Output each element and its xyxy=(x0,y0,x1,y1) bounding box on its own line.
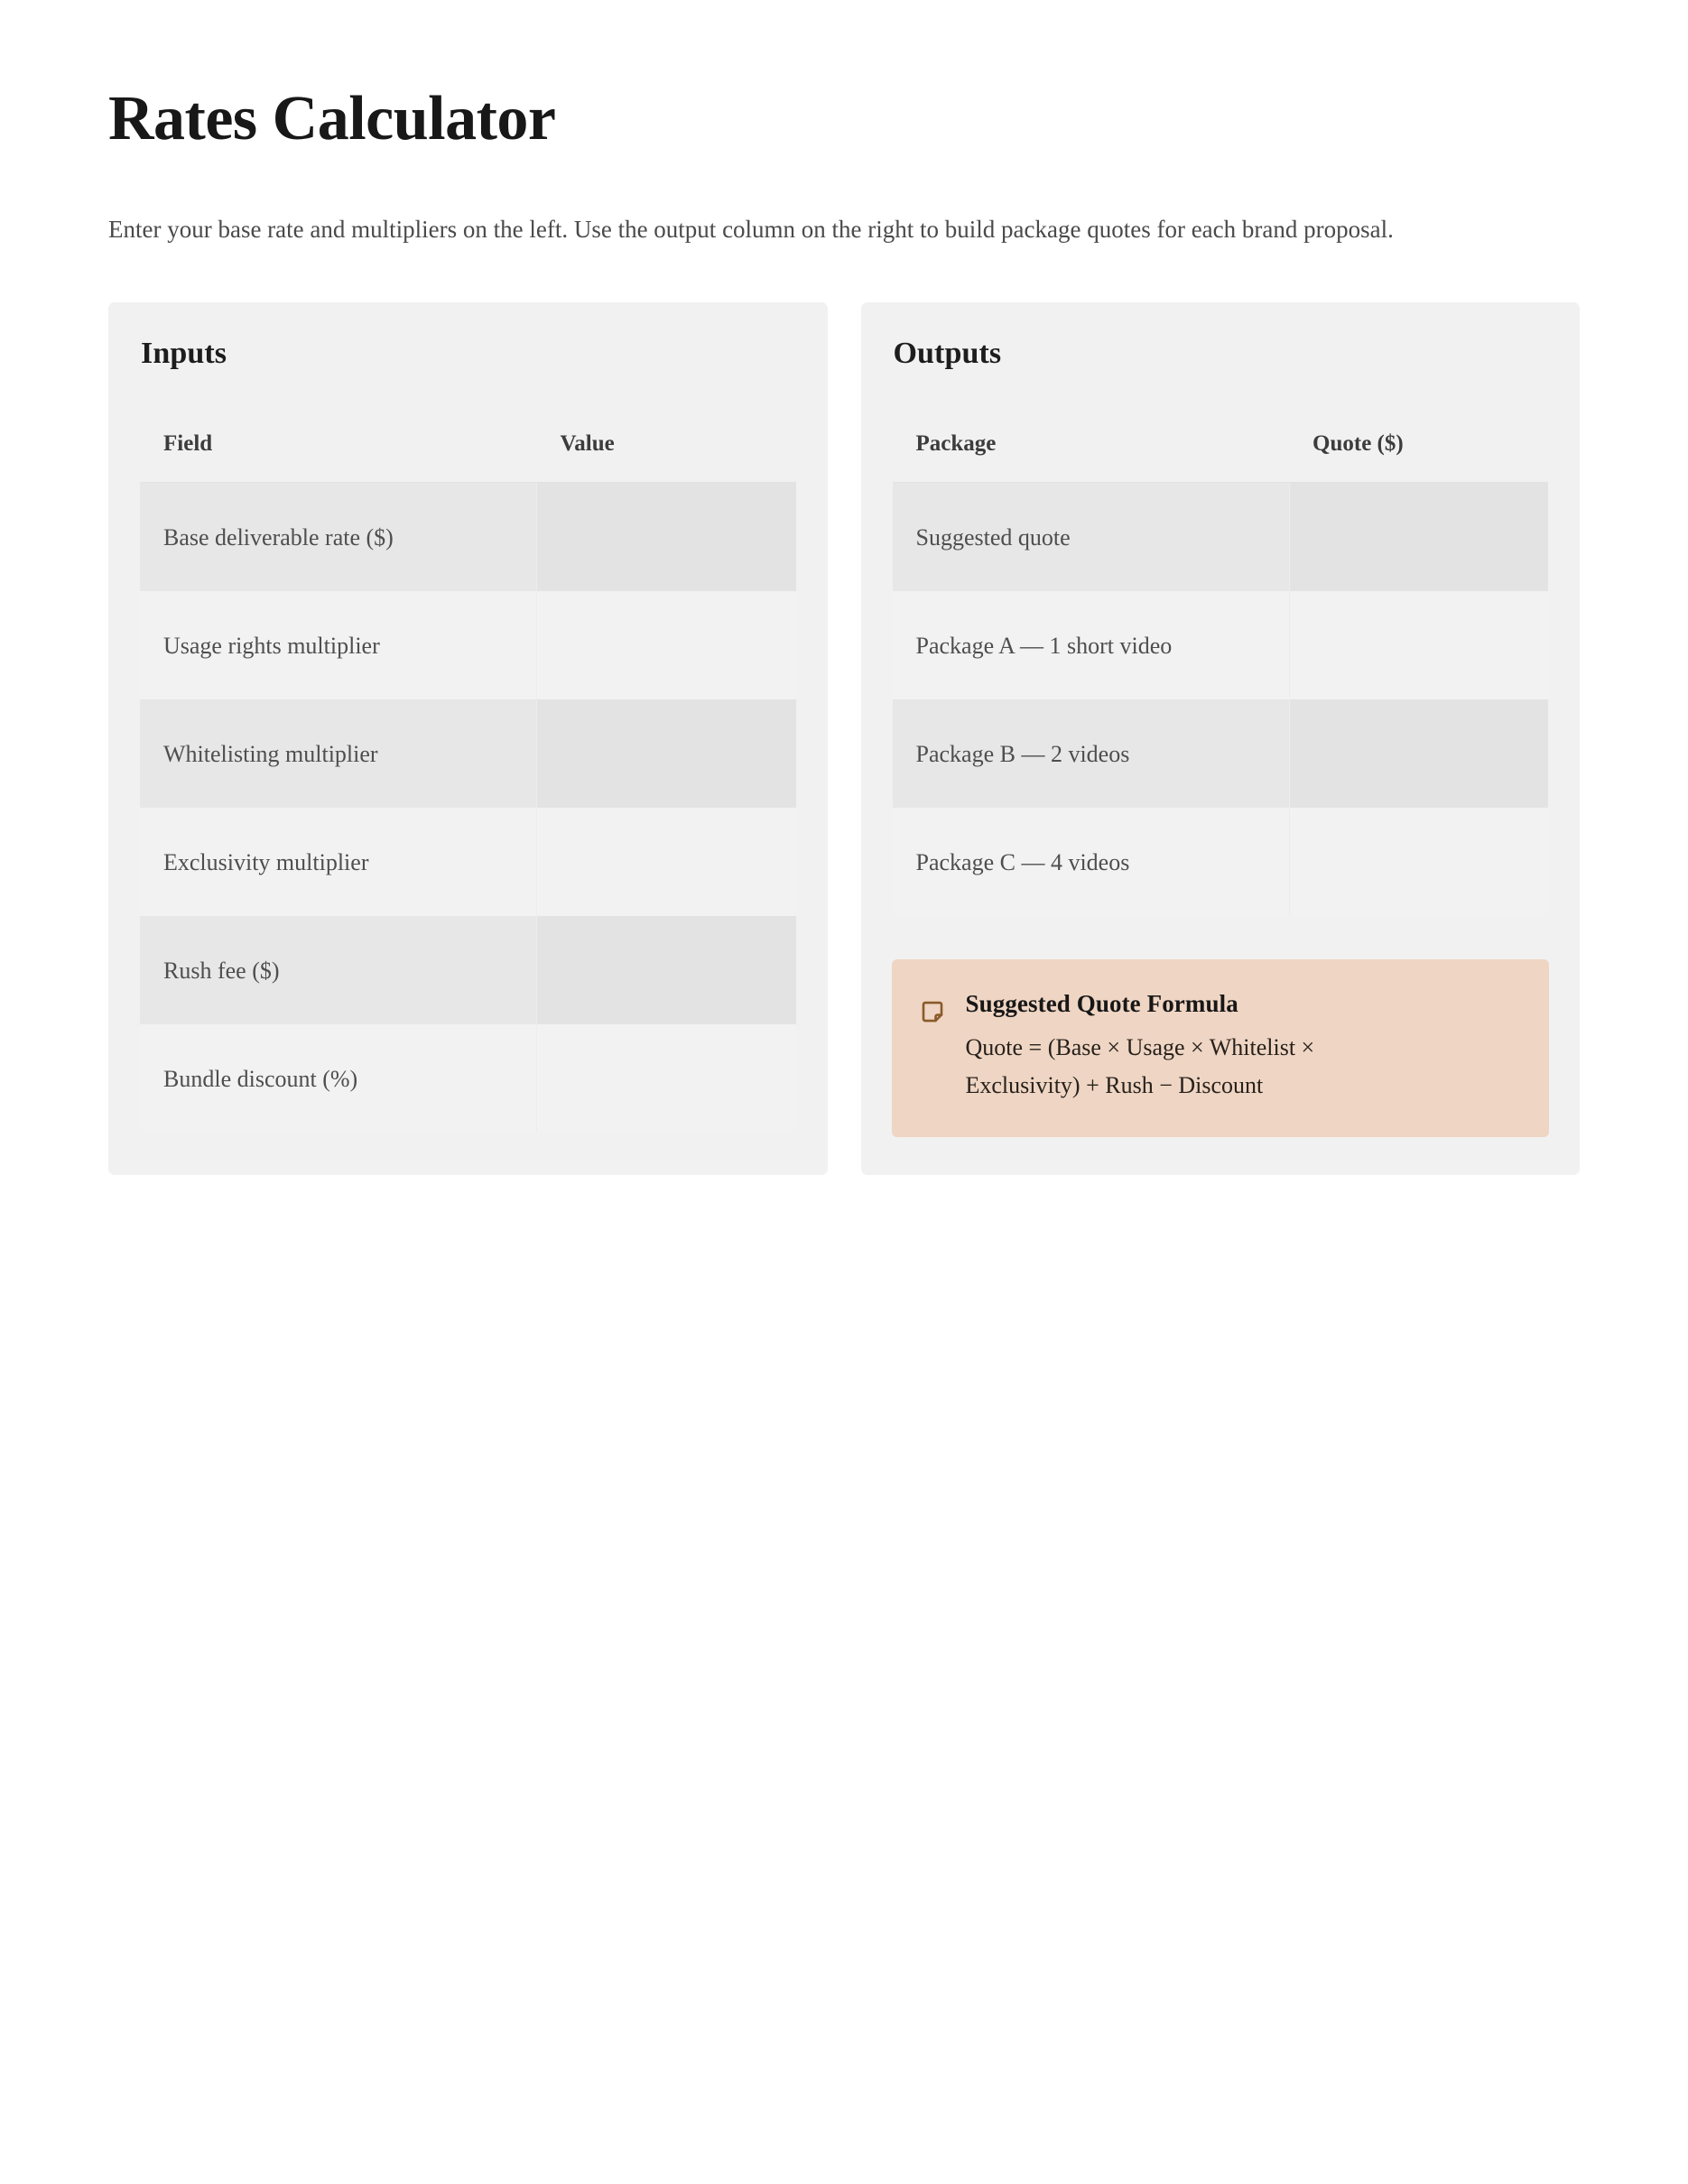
output-package-label: Package B — 2 videos xyxy=(892,699,1289,808)
table-row[interactable] xyxy=(892,482,1549,591)
input-value-cell[interactable] xyxy=(537,591,796,699)
formula-callout xyxy=(892,959,1550,1137)
input-value-cell[interactable] xyxy=(537,808,796,916)
inputs-table xyxy=(139,403,797,1134)
inputs-panel-spacer xyxy=(139,1134,797,1137)
table-row[interactable] xyxy=(892,591,1549,699)
outputs-table-head xyxy=(892,403,1549,482)
input-field-label: Usage rights multiplier xyxy=(140,591,537,699)
inputs-panel-title: Inputs xyxy=(141,336,227,370)
inputs-column-header-field: Field xyxy=(140,403,537,482)
table-row[interactable] xyxy=(140,1024,797,1134)
output-quote-cell[interactable] xyxy=(1289,699,1548,808)
table-row[interactable] xyxy=(892,699,1549,808)
outputs-table-body xyxy=(892,482,1549,916)
table-row[interactable] xyxy=(140,808,797,916)
outputs-panel xyxy=(861,302,1581,1175)
inputs-header-row xyxy=(140,403,797,482)
input-field-label: Exclusivity multiplier xyxy=(140,808,537,916)
input-value-cell[interactable] xyxy=(537,699,796,808)
panels-container xyxy=(108,302,1580,1175)
output-quote-cell[interactable] xyxy=(1289,591,1548,699)
callout-title: Suggested Quote Formula xyxy=(965,989,1238,1017)
output-quote-cell[interactable] xyxy=(1289,808,1548,917)
outputs-header-row xyxy=(892,403,1549,482)
input-field-label: Bundle discount (%) xyxy=(140,1024,537,1134)
input-value-cell[interactable] xyxy=(537,1024,796,1134)
inputs-table-head xyxy=(140,403,797,482)
output-quote-cell[interactable] xyxy=(1289,482,1548,591)
inputs-panel xyxy=(108,302,828,1175)
input-field-label: Whitelisting multiplier xyxy=(140,699,537,808)
input-field-label: Rush fee ($) xyxy=(140,916,537,1024)
page-title: Rates Calculator xyxy=(108,84,556,153)
input-value-cell[interactable] xyxy=(537,916,796,1024)
intro-paragraph: Enter your base rate and multipliers on the left. Use the output column on the right to build package quotes for each brand proposal. xyxy=(108,215,1394,243)
outputs-column-header-package: Package xyxy=(892,403,1289,482)
inputs-table-body xyxy=(140,482,797,1133)
table-row[interactable] xyxy=(140,699,797,808)
output-package-label: Package A — 1 short video xyxy=(892,591,1289,699)
output-package-label: Package C — 4 videos xyxy=(892,808,1289,917)
callout-text: Quote = (Base × Usage × Whitelist × Exclusivity) + Rush − Discount xyxy=(965,1033,1315,1099)
input-field-label: Base deliverable rate ($) xyxy=(140,482,537,591)
inputs-column-header-value: Value xyxy=(537,403,796,482)
sticky-note-icon xyxy=(919,998,946,1030)
input-value-cell[interactable] xyxy=(537,482,796,591)
table-row[interactable] xyxy=(140,591,797,699)
callout-body xyxy=(966,990,1517,1105)
outputs-table xyxy=(892,403,1550,917)
table-row[interactable] xyxy=(892,808,1549,917)
output-package-label: Suggested quote xyxy=(892,482,1289,591)
outputs-panel-title: Outputs xyxy=(893,336,1002,370)
table-row[interactable] xyxy=(140,482,797,591)
outputs-column-header-quote: Quote ($) xyxy=(1289,403,1548,482)
table-row[interactable] xyxy=(140,916,797,1024)
